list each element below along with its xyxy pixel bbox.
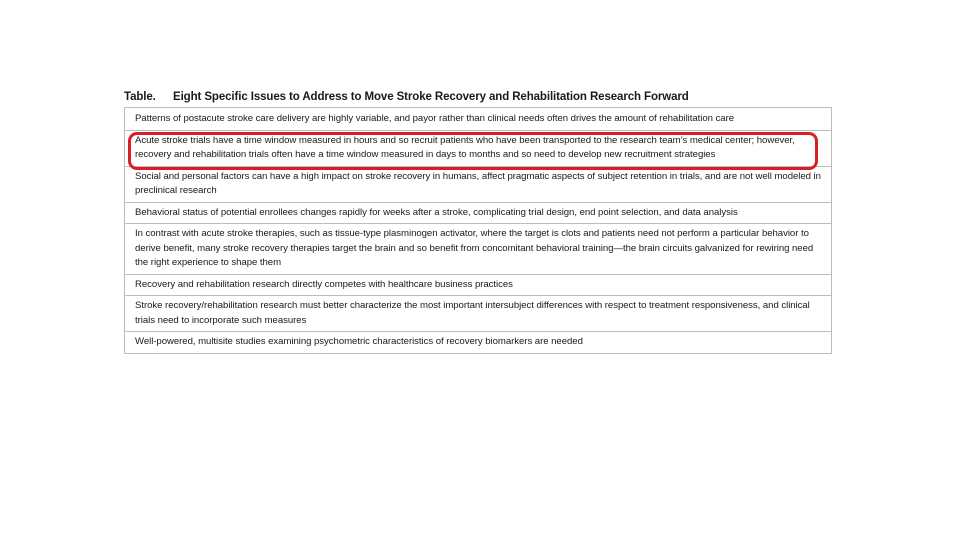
table-row: Patterns of postacute stroke care delivery are highly variable, and payor rather than clinical needs often drives the amount of rehabilitation care (135, 113, 734, 124)
table-title: Eight Specific Issues to Address to Move Stroke Recovery and Rehabilitation Research Forward (173, 91, 689, 103)
table-caption (124, 88, 832, 106)
table-row: Recovery and rehabilitation research directly competes with healthcare business practices (125, 274, 831, 296)
table-row: Stroke recovery/rehabilitation research must better characterize the most important intersubject differences with respect to treatment responsiveness, and clinical trials need to incorporate such measures (125, 295, 831, 331)
table-row: Acute stroke trials have a time window measured in hours and so recruit patients who have been transported to the research team’s medical center; however, recovery and rehabilitation trials often have a time window measured in days to months and so need to develop new recruitment strategies (125, 130, 831, 166)
table-row: Social and personal factors can have a high impact on stroke recovery in humans, affect pragmatic aspects of subject retention in trials, and are not well modeled in preclinical research (125, 166, 831, 202)
table-row: Well-powered, multisite studies examining psychometric characteristics of recovery biomarkers are needed (125, 331, 831, 353)
issues-table (124, 88, 832, 354)
table-row: In contrast with acute stroke therapies, such as tissue-type plasminogen activator, where the target is clots and patients need not perform a particular behavior to derive benefit, many stroke recovery therapies target the brain and so benefit from concomitant behavioral training—the brain circuits galvanized for rewiring need the right experience to shape them (125, 223, 831, 274)
table-row: Behavioral status of potential enrollees changes rapidly for weeks after a stroke, complicating trial design, end point selection, and data analysis (125, 202, 831, 224)
table-label: Table. (124, 91, 156, 103)
highlight-outline (128, 132, 818, 170)
